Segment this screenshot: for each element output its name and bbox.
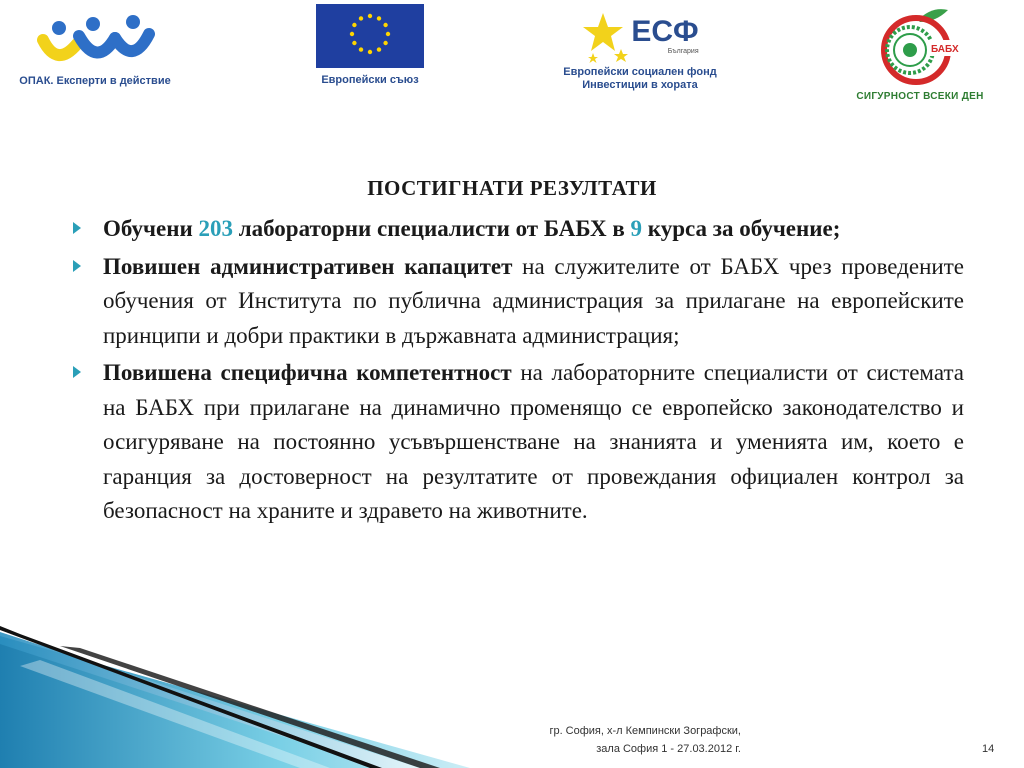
- course-count: 9: [630, 216, 643, 241]
- esf-caption-line2: Инвестиции в хората: [582, 79, 698, 91]
- result-text: [103, 250, 964, 354]
- esf-caption-line1: Европейски социален фонд: [563, 66, 717, 78]
- eu-caption: Европейски съюз: [321, 74, 419, 86]
- bullet-arrow-icon: [72, 259, 82, 273]
- babh-logo: [845, 6, 995, 102]
- page-title: ПОСТИГНАТИ РЕЗУЛТАТИ: [367, 176, 657, 200]
- esf-country: България: [667, 48, 699, 55]
- result-bold: Повишен административен капацитет: [103, 253, 513, 279]
- list-item: [72, 250, 964, 354]
- results-list: [72, 212, 964, 532]
- footer-date: зала София 1 - 27.03.2012 г.: [596, 743, 741, 755]
- list-item: [72, 356, 964, 529]
- footer-venue: гр. София, х-л Кемпински Зографски,: [549, 725, 741, 737]
- babh-apple-icon: [870, 6, 970, 86]
- footer-decoration: [0, 600, 1024, 768]
- babh-caption: СИГУРНОСТ ВСЕКИ ДЕН: [856, 91, 984, 102]
- babh-mark: БАБХ: [931, 44, 959, 55]
- bullet-arrow-icon: [72, 221, 82, 235]
- result-rest: на лабораторните специалисти от системата на БАБХ при прилагане на динамично променящо се европейско законодателство и осигуряване на постоянно усъвършенстване на знанията и уменията им, което е гаранция за достоверност на резултатите от провеждания официален контрол за безопасност на храните и здравето на животните.: [103, 360, 964, 523]
- result-bold: Обучени: [103, 216, 199, 241]
- opak-caption: ОПАК. Експерти в действие: [19, 75, 171, 87]
- list-item: [72, 212, 964, 247]
- esf-mark: ЕСФ: [631, 15, 699, 48]
- esf-logo: [540, 6, 740, 92]
- result-bold: курса за обучение;: [642, 216, 841, 241]
- opak-figures-icon: [35, 10, 155, 70]
- result-bold: Повишена специфична компетентност: [103, 360, 512, 385]
- result-text: [103, 212, 964, 247]
- opak-logo: [10, 10, 180, 87]
- result-bold: лабораторни специалисти от БАБХ в: [232, 216, 631, 241]
- result-rest: на служителите от БАБХ чрез проведените обучения от Института по публична администрация за прилагане на европейските принципи и добри практики в държавната администрация;: [103, 253, 964, 348]
- esf-star-icon: [581, 9, 631, 63]
- eu-flag-icon: [316, 4, 424, 68]
- page-number: 14: [982, 743, 995, 755]
- eu-logo: [300, 4, 440, 86]
- trained-count: 203: [198, 216, 233, 241]
- result-text: [103, 356, 964, 529]
- bullet-arrow-icon: [72, 365, 82, 379]
